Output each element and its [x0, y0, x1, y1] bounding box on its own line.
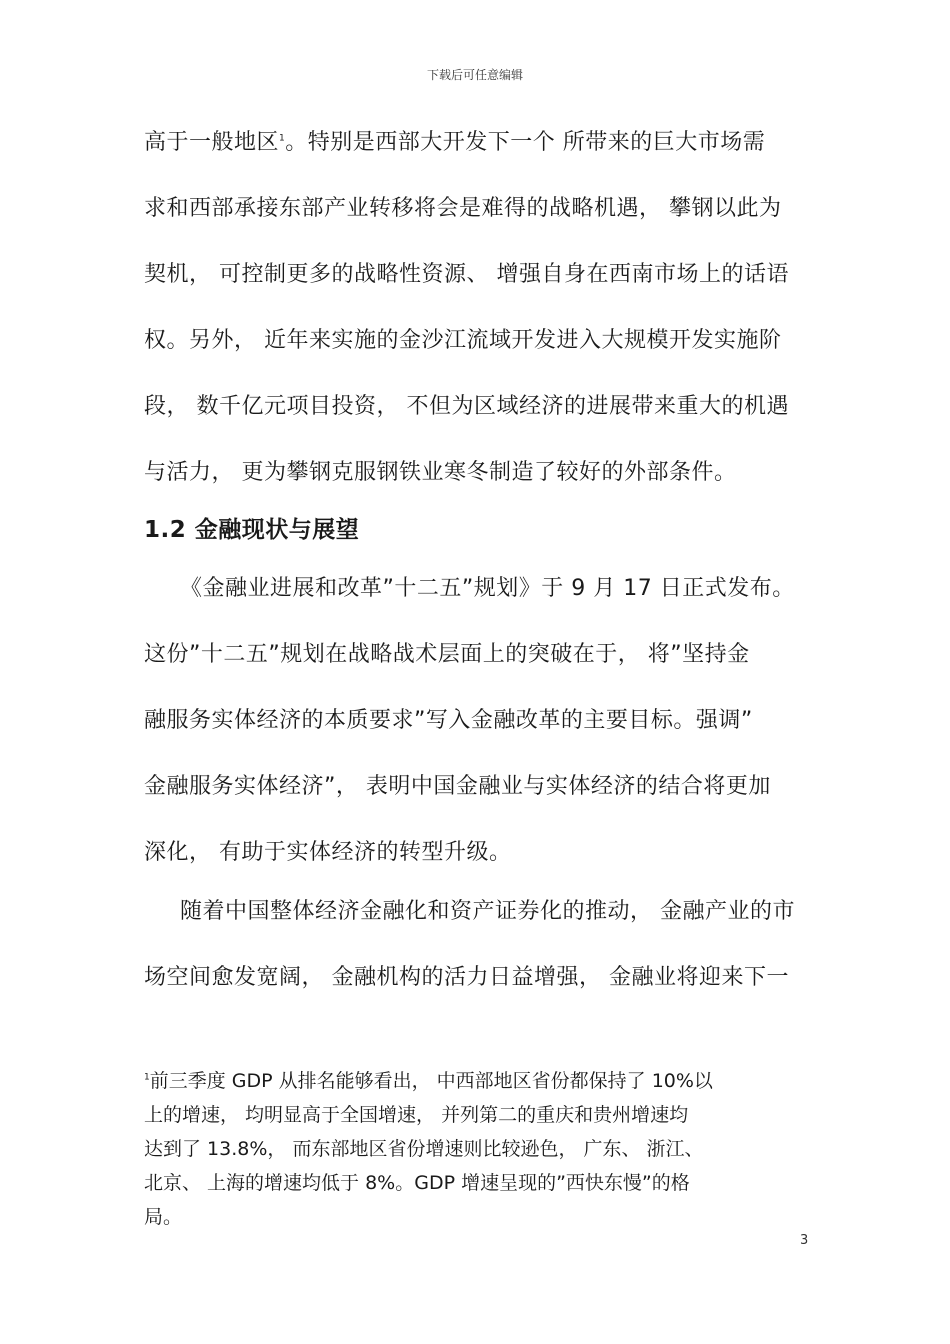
footnote-line	[144, 1067, 713, 1095]
body-line: 《金融业进展和改革”十二五”规划》于 9 月 17 日正式发布。	[180, 576, 795, 601]
body-line: 随着中国整体经济金融化和资产证券化的推动， 金融产业的市	[180, 899, 795, 924]
body-line: 深化， 有助于实体经济的转型升级。	[144, 840, 512, 865]
body-line: 融服务实体经济的本质要求”写入金融改革的主要目标。强调”	[144, 708, 753, 733]
footnote-line: 局。	[144, 1206, 183, 1228]
body-line: 求和西部承接东部产业转移将会是难得的战略机遇， 攀钢以此为	[144, 196, 782, 221]
body-line: 这份”十二五”规划在战略战术层面上的突破在于， 将”坚持金	[144, 642, 750, 667]
body-line: 段， 数千亿元项目投资， 不但为区域经济的进展带来重大的机遇	[144, 394, 789, 419]
body-line: 场空间愈发宽阔， 金融机构的活力日益增强， 金融业将迎来下一	[144, 965, 789, 990]
footnote-line: 上的增速， 均明显高于全国增速， 并列第二的重庆和贵州增速均	[144, 1104, 689, 1126]
body-line: 与活力， 更为攀钢克服钢铁业寒冬制造了较好的外部条件。	[144, 460, 737, 485]
body-line: 金融服务实体经济”， 表明中国金融业与实体经济的结合将更加	[144, 774, 771, 799]
footnote-line: 达到了 13.8%， 而东部地区省份增速则比较逊色， 广东、 浙江、	[144, 1138, 704, 1160]
body-text: 。特别是西部大开发下一个 所带来的巨大市场需	[285, 130, 766, 155]
body-line	[144, 128, 765, 158]
footnote-ref[interactable]: 1	[279, 133, 286, 144]
footnote-line: 北京、 上海的增速均低于 8%。GDP 增速呈现的”西快东慢”的格	[144, 1172, 690, 1194]
body-line: 权。另外， 近年来实施的金沙江流域开发进入大规模开发实施阶	[144, 328, 782, 353]
page-header: 下载后可任意编辑	[426, 68, 523, 82]
body-line: 契机， 可控制更多的战略性资源、 增强自身在西南市场上的话语	[144, 262, 789, 287]
footnote-marker: 1	[144, 1072, 150, 1083]
page-number: 3	[800, 1233, 809, 1248]
section-heading: 1.2 金融现状与展望	[144, 517, 360, 543]
body-text: 高于一般地区	[144, 130, 280, 155]
footnote-text: 前三季度 GDP 从排名能够看出， 中西部地区省份都保持了 10%以	[149, 1070, 713, 1092]
